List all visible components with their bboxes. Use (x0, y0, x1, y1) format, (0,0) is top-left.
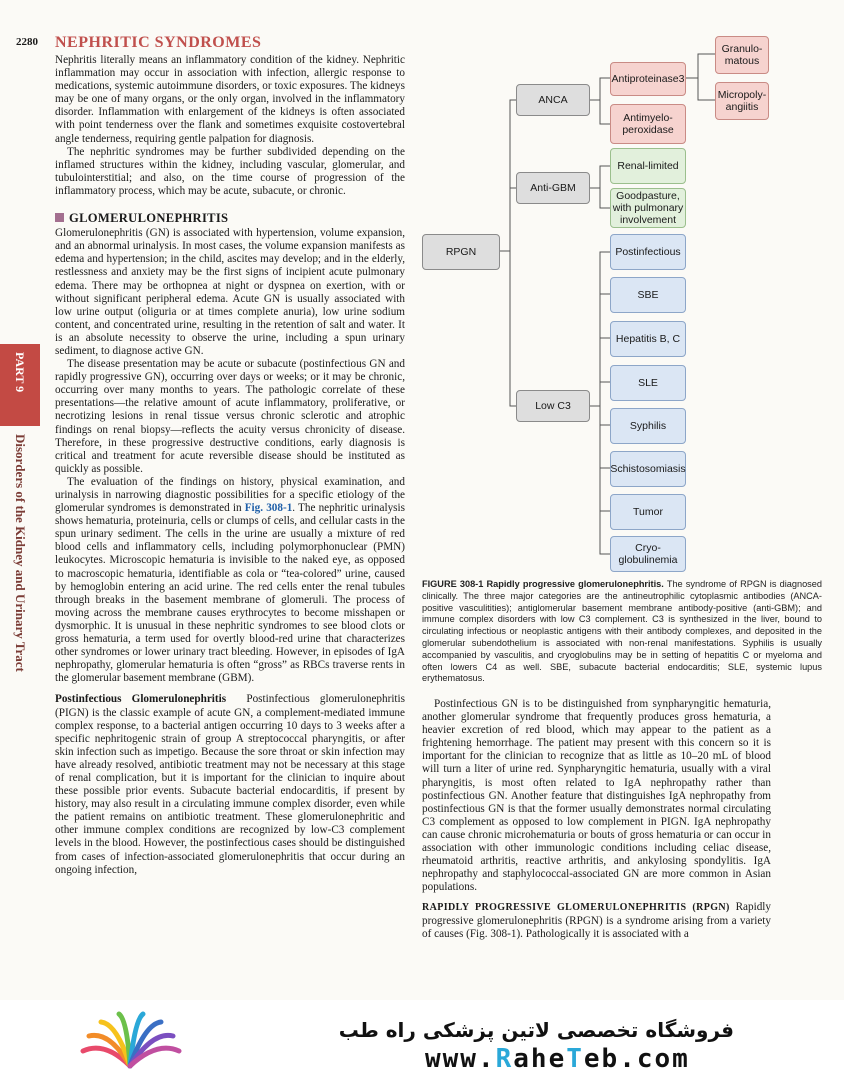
left-column (55, 54, 405, 877)
figure-caption: FIGURE 308-1 Rapidly progressive glomerulonephritis. The syndrome of RPGN is diagnosed clinically. The three major categories are the antineutrophilic cytoplasmic antibodies (ANCA-positive vasculitities); antiglomerular basement membrane antibody-positive (anti-GBM); and immune complex disorders with low C3 complement. C3 is synthesized in the liver, bound to circulating infectious or neoplastic antigens with their antibody complexes, and deposited in the glomerular subendothelium is associated with non-renal manifestations. Syphilis is usually accompanied by vasculitis, and cryoglobulins may be in setting of hepatitis C or myeloma and often lowers C4 as well. SBE, subacute bacterial endocarditis; SLE, systemic lupus erythematosus. (422, 579, 822, 684)
node-granulomatous: Granulo- matous (715, 36, 769, 74)
book-logo-icon (75, 1006, 185, 1076)
node-schistosomiasis: Schistosomiasis (610, 451, 686, 487)
paragraph: Postinfectious GN is to be distinguished from synpharyngitic hematuria, another glomerular syndrome that frequently produces gross hematuria, a heavier excretion of red blood, which may appear to the patient as a frightening hemorrhage. The patient may present with this concern so it is important for the clinician to recognize that as little as 10–20 mL of blood will turn a liter of urine red. Synpharyngitic hematuria, usually with a viral pharyngitis, is most often related to IgA nephropathy rather than postinfectious GN. Another feature that distinguishes IgA nephropathy from postinfectious GN is that the former usually demonstrates normal circulating C3 complement as opposed to low complement in PIGN. IgA nephropathy can cause chronic microhematuria or bouts of gross hematuria or can occur in association with other immunologic conditions including celiac disease, rheumatoid arthritis, reactive arthritis, and ankylosing spondylitis. IgA nephropathy and staphylococcal-associated GN are more common in Asian populations. (422, 698, 771, 894)
node-anti-gbm: Anti-GBM (516, 172, 590, 204)
right-column (422, 698, 771, 941)
node-cryoglobulinemia: Cryo- globulinemia (610, 536, 686, 572)
node-goodpasture: Goodpasture, with pulmonary involvement (610, 188, 686, 228)
section-square-icon (55, 213, 64, 222)
node-antiproteinase3: Antiproteinase3 (610, 62, 686, 96)
run-in-heading: Postinfectious Glomerulonephritis (55, 693, 227, 706)
node-renal-limited: Renal-limited (610, 148, 686, 184)
page-number: 2280 (16, 36, 38, 48)
node-sle: SLE (610, 365, 686, 401)
caption-label: FIGURE 308-1 Rapidly progressive glomerulonephritis. (422, 579, 664, 589)
run-in-heading: RAPIDLY PROGRESSIVE GLOMERULONEPHRITIS (RPGN) (422, 902, 730, 914)
rpgn-diagram (418, 36, 838, 576)
part-tab: PART 9 (0, 344, 40, 426)
node-low-c3: Low C3 (516, 390, 590, 422)
part-title-tab: Disorders of the Kidney and Urinary Tract (13, 434, 28, 672)
node-tumor: Tumor (610, 494, 686, 530)
node-antimyeloperoxidase: Antimyelo- peroxidase (610, 104, 686, 144)
node-anca: ANCA (516, 84, 590, 116)
node-sbe: SBE (610, 277, 686, 313)
watermark-footer (0, 1000, 844, 1080)
store-name: فروشگاه تخصصی لاتین پزشکی راه طب (338, 1018, 734, 1042)
node-micropolyangiitis: Micropoly- angiitis (715, 82, 769, 120)
paragraph: The evaluation of the findings on history, physical examination, and urinalysis in narrowing diagnostic possibilities for a specific etiology of the glomerular syndromes is demonstrated in Fig. 308-1. The nephritic urinalysis shows hematuria, proteinuria, cells or clumps of cells, and cellular casts in the spun urinary sediment. The cells in the urine are usually a mixture of red blood cells and inflammatory cells, including polymorphonuclear (PMN) leukocytes. Microscopic hematuria is invisible to the naked eye, as opposed to macroscopic hematuria, identifiable as cola or “tea-colored” urine, caused by hemoglobin entering an acid urine. The red cells enter the renal tubules through breaks in the basement membrane of glomeruli. The process of moving across the membrane causes erythrocytes to become misshapen or dysmorphic. It is unusual in these nephritic syndromes to see blood clots or gross hematuria, a term used for overtly blood-red urine that characterizes other syndromes or lower urinary tract bleeding. However, in episodes of IgA nephropathy, glomerular hematuria is often “gross” as RBCs traverse rents in the glomerular basement membrane (GBM). (55, 475, 405, 685)
node-rpgn: RPGN (422, 234, 500, 270)
node-hepatitis: Hepatitis B, C (610, 321, 686, 357)
paragraph: RAPIDLY PROGRESSIVE GLOMERULONEPHRITIS (RPGN) Rapidly progressive glomerulonephritis (RPGN) is a syndrome arising from a variety of causes (Fig. 308-1). Pathologically it is associated with a (422, 901, 771, 940)
paragraph: The nephritic syndromes may be further subdivided depending on the inflamed structures within the kidney, including vascular, glomerular, and tubulointerstitial; and also, on the time course of progression of the inflammatory process, which may be acute, subacute, or chronic. (55, 145, 405, 197)
figure-link[interactable]: Fig. 308-1 (244, 502, 293, 515)
section-heading: GLOMERULONEPHRITIS (55, 212, 405, 225)
paragraph: The disease presentation may be acute or subacute (postinfectious GN and rapidly progressive GN), occurring over days or weeks; or it may be chronic, occurring over many months to years. The pathologic correlate of these presentations—the relative amount of acute inflammatory, proliferative, or necrotizing lesions in renal tissue versus chronic sclerotic and atrophic findings on renal biopsy—reflects the acuity versus chronicity of disease. Therefore, in these progressive destructive conditions, early diagnosis is critical and treatment for acute reversible disease should be instituted as quickly as possible. (55, 358, 405, 475)
store-url[interactable]: www.RaheTeb.com (425, 1044, 690, 1074)
node-syphilis: Syphilis (610, 408, 686, 444)
paragraph: Glomerulonephritis (GN) is associated with hypertension, volume expansion, and an abnormal urinalysis. In most cases, the volume expansion manifests as edema and hypertension; in the child, ascites may develop; and in the elderly, restlessness and anxiety may be the first signs of incipient acute pulmonary edema. There may be orthopnea at night or dyspnea on exertion, with or without significant peripheral edema. Acute GN is usually associated with low urine output (oliguria or at times complete anuria), low urine sodium content, and concentrated urine, resulting in the retention of salt and water. It is an absolute necessity to observe the urine, including a spun urinary sediment, to diagnose active GN. (55, 227, 405, 357)
node-postinfectious: Postinfectious (610, 234, 686, 270)
chapter-heading: NEPHRITIC SYNDROMES (55, 34, 262, 51)
paragraph: Postinfectious Glomerulonephritis Postinfectious glomerulonephritis (PIGN) is the classic example of acute GN, a complement-mediated immune complex response, to a bacterial antigen occurring 10 days to 3 weeks after a specific nephritogenic strain of group A streptococcal pharyngitis, or after skin infection such as impetigo. Because the sore throat or skin infection may have already resolved, antibiotic treatment may not be necessary at this stage of renal complication, but it is important for the clinician to inquire about these possible prior events. Subacute bacterial endocarditis, if present by history, may also result in a circulating immune complex disorder, even while the patient remains on antibiotic treatment. These glomerulonephritic and other immune complex conditions are recognized by low-C3 complement levels in the blood. However, the postinfectious cases should be distinguished from cases of infection-associated glomerulonephritis that occur during an ongoing infection, (55, 693, 405, 876)
paragraph: Nephritis literally means an inflammatory condition of the kidney. Nephritic inflammation may occur in association with infection, allergic response to medications, systemic autoimmune disorders, or toxic exposures. The kidneys may be one of many organs, or the only organ, involved in the inflammatory disorder. Inflammation with enlargement of the kidneys is often associated with point tenderness over the flank and sometimes exquisite costovertebral angle tenderness, requiring gentle palpation for diagnosis. (55, 54, 405, 145)
